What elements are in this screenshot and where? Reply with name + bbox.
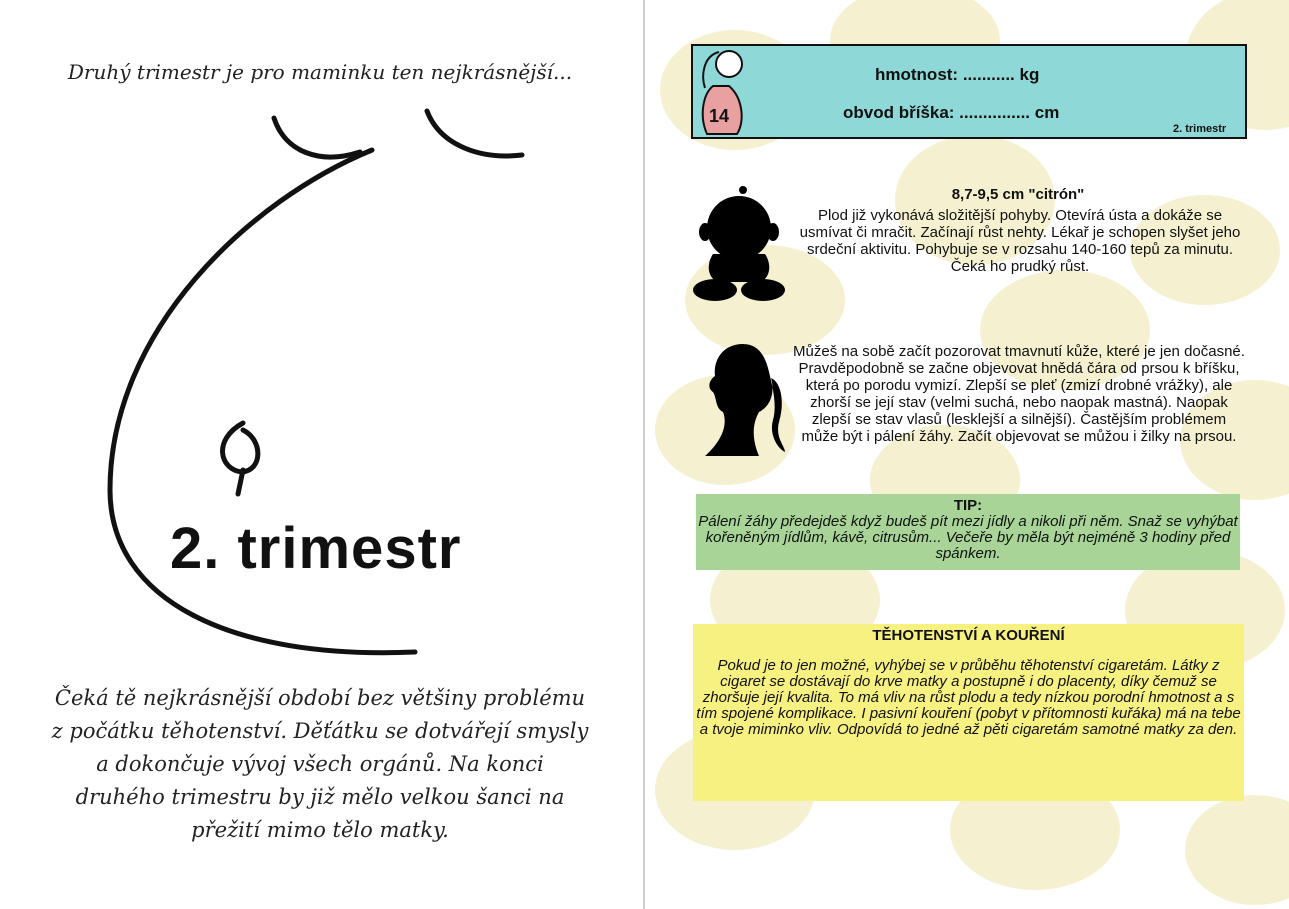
left-page (0, 0, 643, 909)
fetus-size: 8,7-9,5 cm "citrón" (951, 186, 1085, 203)
week-number: 14 (709, 106, 730, 126)
tip-text: Pálení žáhy předejdeš když budeš pít mezi jídly a nikoli při něm. Snaž se vyhýbat kořeněným jídlům, kávě, citrusům... Večeře by měla být nejméně 3 hodiny před spánkem. (698, 513, 1238, 562)
smoking-title: TĚHOTENSTVÍ A KOUŘENÍ (872, 627, 1065, 644)
tip-title: TIP: (953, 497, 983, 514)
week-header-box (691, 44, 1247, 139)
right-page (645, 0, 1289, 909)
woman-silhouette-icon (703, 342, 785, 458)
trimester-title: 2. trimestr (170, 516, 462, 581)
intro-paragraph: Čeká tě nejkrásnější období bez většiny problému z počátku těhotenství. Děťátku se dotvářejí smysly a dokončuje vývoj všech orgánů. Na konci druhého trimestru by již mělo velkou šanci na přežití mimo tělo matky. (51, 686, 589, 842)
weight-field: hmotnost: ........... kg (875, 65, 1040, 84)
smoking-box (693, 624, 1244, 801)
trimester-tag: 2. trimestr (1173, 123, 1227, 135)
smoking-text: Pokud je to jen možné, vyhýbej se v průběhu těhotenství cigaretám. Látky z cigaret se dostávají do krve matky a postupně i do placenty, díky čemuž se zhoršuje její kvalita. To má vliv na růst plodu a tedy nízkou porodní hmotnost a s tím spojené komplikace. I pasivní kouření (pobyt v přítomnosti kuřáka) má na tebe a tvoje miminko vliv. Odpovídá to jedné až pěti cigaretám samotné matky za den. (696, 657, 1241, 738)
baby-description: Plod již vykonává složitější pohyby. Otevírá ústa a dokáže se usmívat či mračit. Začínají růst nehty. Lékař je schopen slyšet jeho srdeční aktivitu. Pohybuje se v rozsahu 140-160 tepů za minutu. Čeká ho prudký růst. (799, 207, 1241, 275)
tip-box (696, 494, 1240, 570)
baby-silhouette-icon (693, 186, 785, 302)
tagline: Druhý trimestr je pro maminku ten nejkrásnější... (67, 60, 573, 84)
belly-circumference-field: obvod bříška: ............... cm (843, 103, 1060, 122)
mother-description: Můžeš na sobě začít pozorovat tmavnutí kůže, které je jen dočasné. Pravděpodobně se začne objevovat hnědá čára od prsou k bříšku, která po porodu vymizí. Zlepší se pleť (zmizí drobné vrážky), ale zhorší se její stav (velmi suchá, nebo naopak mastná). Naopak zlepší se stav vlasů (lesklejší a silnější). Častějším problémem může být i pálení žáhy. Začít objevovat se můžou i žilky na prsou. (793, 343, 1245, 445)
